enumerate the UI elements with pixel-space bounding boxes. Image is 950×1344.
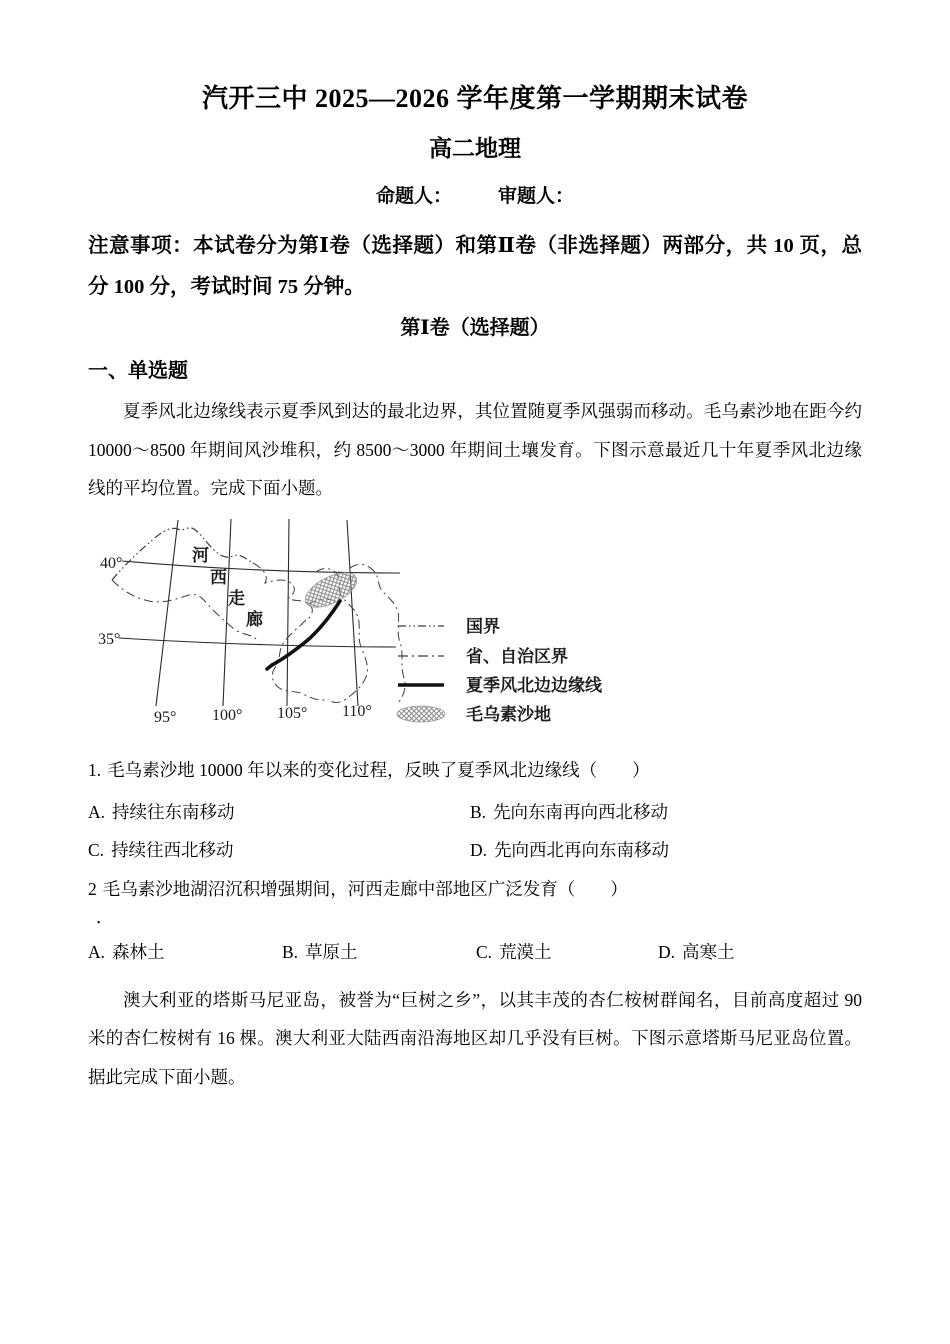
option-2-a-text: 森林土 <box>112 941 165 962</box>
country-border-line <box>112 527 253 579</box>
legend-label-sand-area: 毛乌素沙地 <box>466 704 551 724</box>
map-region-label-hexi-corridor <box>192 546 263 629</box>
option-1-a <box>88 798 470 827</box>
option-2-b-label: B. <box>282 941 299 962</box>
legend-symbol-sand-area <box>397 706 445 722</box>
option-1-d-label: D. <box>470 839 488 860</box>
option-1-a-label: A. <box>88 801 106 822</box>
option-2-d-label: D. <box>658 941 676 962</box>
option-1-c-label: C. <box>88 839 105 860</box>
map-parallels <box>119 561 400 647</box>
meridian-95 <box>156 520 178 706</box>
option-2-b <box>282 938 476 967</box>
option-1-c <box>88 836 470 865</box>
reviewer-label: 审题人： <box>498 186 575 207</box>
meridian-100 <box>223 519 231 706</box>
exam-notice: 注意事项：本试卷分为第Ⅰ卷（选择题）和第Ⅱ卷（非选择题）两部分，共 10 页，总分 100 分，考试时间 75 分钟。 <box>88 235 862 298</box>
passage-tasmania: 澳大利亚的塔斯马尼亚岛，被誉为“巨树之乡”，以其丰茂的杏仁桉树群闻名，目前高度超过 90 米的杏仁桉树有 16 棵。澳大利亚大陆西南沿海地区却几乎没有巨树。下图示意塔斯马尼亚岛位置。据此完成下面小题。 <box>88 989 862 1087</box>
country-border-north <box>112 527 253 579</box>
option-2-c <box>476 938 658 967</box>
question-1 <box>88 755 862 865</box>
legend-label-monsoon-edge: 夏季风北边边缘线 <box>466 675 602 695</box>
longitude-label-100: 100° <box>212 706 243 724</box>
question-1-options <box>88 798 862 865</box>
latitude-label-40: 40° <box>100 554 123 572</box>
part-1-heading: 一、单选题 <box>88 360 188 382</box>
map-legend <box>397 617 603 724</box>
province-border-shaanxi-east <box>350 564 405 704</box>
latitude-label-35: 35° <box>98 630 121 648</box>
legend-item-sand-area <box>397 704 551 724</box>
option-1-b <box>470 798 862 827</box>
option-1-c-text: 持续往西北移动 <box>111 839 234 860</box>
meridian-110 <box>347 520 358 706</box>
longitude-label-105: 105° <box>277 704 308 722</box>
legend-item-country-border <box>398 617 500 636</box>
option-1-d-text: 先向西北再向东南移动 <box>494 839 670 860</box>
question-2-number: 2 <box>88 878 97 899</box>
question-2-options <box>88 938 862 967</box>
passage-monsoon: 夏季风北边缘线表示夏季风到达的最北边界，其位置随夏季风强弱而移动。毛乌素沙地在距今约 10000～8500 年期间风沙堆积，约 8500～3000 年期间土壤发育。下图示意最近几十年夏季风北边缘线的平均位置。完成下面小题。 <box>88 401 862 498</box>
option-1-b-label: B. <box>470 801 487 822</box>
map-figure <box>94 516 618 746</box>
question-2 <box>88 874 862 967</box>
option-2-d <box>658 938 862 967</box>
question-2-stem-line <box>88 874 862 904</box>
longitude-label-110: 110° <box>342 702 372 720</box>
question-1-number: 1. <box>88 759 102 780</box>
meridian-105 <box>287 519 289 706</box>
province-border-lines <box>112 563 405 704</box>
option-2-c-text: 荒漠土 <box>499 941 552 962</box>
legend-label-country-border: 国界 <box>466 616 500 636</box>
legend-item-monsoon-edge <box>398 675 603 695</box>
option-1-b-text: 先向东南再向西北移动 <box>493 801 669 822</box>
longitude-label-95: 95° <box>154 708 177 726</box>
option-2-a-label: A. <box>88 941 106 962</box>
question-2-stem: 毛乌素沙地湖沼沉积增强期间，河西走廊中部地区广泛发育（ ） <box>102 878 628 899</box>
map-label-char-xi: 西 <box>210 567 227 587</box>
legend-label-province-border: 省、自治区界 <box>466 646 568 666</box>
option-2-a <box>88 938 282 967</box>
monsoon-edge-line <box>267 601 340 669</box>
option-2-c-label: C. <box>476 941 493 962</box>
option-2-b-text: 草原土 <box>305 941 358 962</box>
map-label-char-zou: 走 <box>228 588 245 608</box>
question-2-wrapped-period: ． <box>96 906 114 927</box>
option-2-d-text: 高寒土 <box>682 941 735 962</box>
question-1-stem: 毛乌素沙地 10000 年以来的变化过程，反映了夏季风北边缘线（ ） <box>107 759 650 780</box>
section-1-heading: 第Ⅰ卷（选择题） <box>400 317 550 339</box>
question-1-stem-line <box>88 755 862 785</box>
map-label-char-he: 河 <box>192 545 209 565</box>
monsoon-map-svg <box>94 516 618 746</box>
option-1-d <box>470 836 862 865</box>
option-1-a-text: 持续往东南移动 <box>112 801 235 822</box>
map-label-char-lang: 廊 <box>246 609 263 629</box>
subject-title: 高二地理 <box>429 136 521 161</box>
setter-label: 命题人： <box>375 186 452 207</box>
legend-item-province-border <box>398 646 568 666</box>
parallel-40 <box>122 561 400 573</box>
exam-authors-line <box>88 184 862 210</box>
page-title: 汽开三中 2025—2026 学年度第一学期期末试卷 <box>201 84 748 113</box>
